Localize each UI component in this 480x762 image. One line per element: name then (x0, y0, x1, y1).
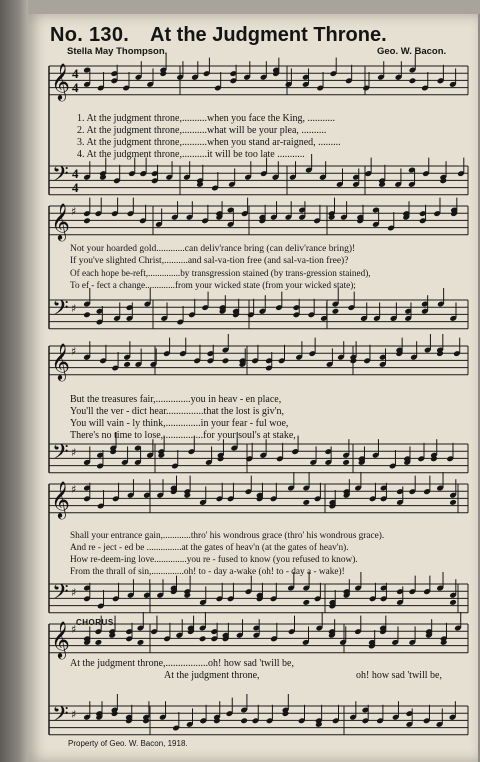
notehead (83, 217, 91, 224)
chorus-label: CHORUS. (76, 618, 117, 627)
verse-line: 1. At the judgment throne,..........when you face the King, ........... (77, 113, 336, 124)
sharp-icon: ♯ (71, 623, 77, 636)
notehead (409, 77, 417, 84)
notehead (199, 635, 207, 642)
verse-line: There's no time to lose,................for your soul's at stake, (70, 430, 296, 441)
bass-clef-icon: 𝄢 (52, 440, 69, 470)
notehead (302, 499, 310, 506)
bass-clef-icon: 𝄢 (52, 296, 69, 326)
treble-clef-icon: 𝄞 (51, 480, 70, 518)
notehead (222, 357, 230, 364)
sharp-icon: ♯ (71, 446, 77, 459)
verse-line: 2. At the judgment throne,..........what will be your plea, .......... (77, 125, 327, 136)
verse-line: Shall your entrance gain,............thro' his wondrous grace (thro' his wondrous grace). (70, 531, 385, 541)
sharp-icon: ♯ (71, 345, 77, 358)
verse-line: How re-deem-ing love..............you re - fused to know (you refused to know). (70, 555, 358, 565)
sharp-icon: ♯ (71, 302, 77, 315)
copyright-footer: Property of Geo. W. Bacon, 1918. (68, 739, 188, 748)
notehead (342, 459, 350, 466)
verse-line: From the thrall of sin,..............oh! to - day a-wake (oh! to - day a - wake)! (70, 567, 345, 577)
composer-credit: Geo. W. Bacon. (377, 46, 447, 57)
bass-clef-icon: 𝄢 (52, 702, 69, 732)
bass-clef-icon: 𝄢 (52, 580, 69, 610)
verse-line: And re - ject - ed be ...............at the gates of heav'n (at the gates of heav'n). (70, 543, 349, 553)
verse-line: You will vain - ly think,..............in your fear - ful woe, (70, 418, 289, 429)
verse-line: Of each hope be-reft,..............by transgression stained (by trans-gression stained), (70, 268, 371, 278)
notehead (302, 599, 310, 606)
time-signature-top: 4 (72, 66, 79, 81)
notehead (332, 308, 340, 315)
chorus-line: At the judgment throne, (164, 670, 260, 681)
treble-clef-icon: 𝄞 (51, 62, 70, 100)
treble-clef-icon: 𝄞 (51, 620, 70, 658)
verse-line: But the treasures fair,..............you in heav - en place, (70, 394, 282, 405)
notehead (95, 639, 103, 646)
sharp-icon: ♯ (71, 205, 77, 218)
hymn-title: At the Judgment Throne. (150, 24, 387, 46)
hymn-number: No. 130. (50, 24, 130, 46)
sharp-icon: ♯ (71, 586, 77, 599)
verse-line: You'll the ver - dict hear...............that the lost is giv'n, (70, 406, 284, 417)
verse-line: 3. At the judgment throne,..........when you stand ar-raigned, ......... (77, 137, 341, 148)
time-signature-bottom: 4 (72, 80, 79, 95)
time-signature-top: 4 (72, 166, 79, 181)
notehead (137, 639, 145, 646)
time-signature-bottom: 4 (72, 180, 79, 195)
verse-line: 4. At the judgment throne,..........it will be too late ........... (77, 149, 305, 160)
chorus-line: oh! how sad 'twill be, (356, 670, 442, 681)
verse-line: To ef - fect a change.............from your wicked state (from your wicked state); (70, 280, 356, 290)
notehead (123, 361, 131, 368)
notehead (83, 311, 91, 318)
sharp-icon: ♯ (71, 483, 77, 496)
treble-clef-icon: 𝄞 (51, 202, 70, 240)
chorus-line: At the judgment throne,.................oh! how sad 'twill be, (70, 658, 294, 669)
notehead (449, 599, 457, 606)
lyricist-credit: Stella May Thompson. (67, 46, 168, 57)
verse-line: If you've slighted Christ,..........and sal-va-tion free (and sal-va-tion free)? (70, 256, 349, 266)
treble-clef-icon: 𝄞 (51, 342, 70, 380)
verse-line: Not your hoarded gold............can deliv'rance bring (can deliv'rance bring)! (70, 244, 356, 254)
sharp-icon: ♯ (71, 708, 77, 721)
notehead (240, 717, 248, 724)
notehead (449, 499, 457, 506)
bass-clef-icon: 𝄢 (52, 162, 69, 192)
